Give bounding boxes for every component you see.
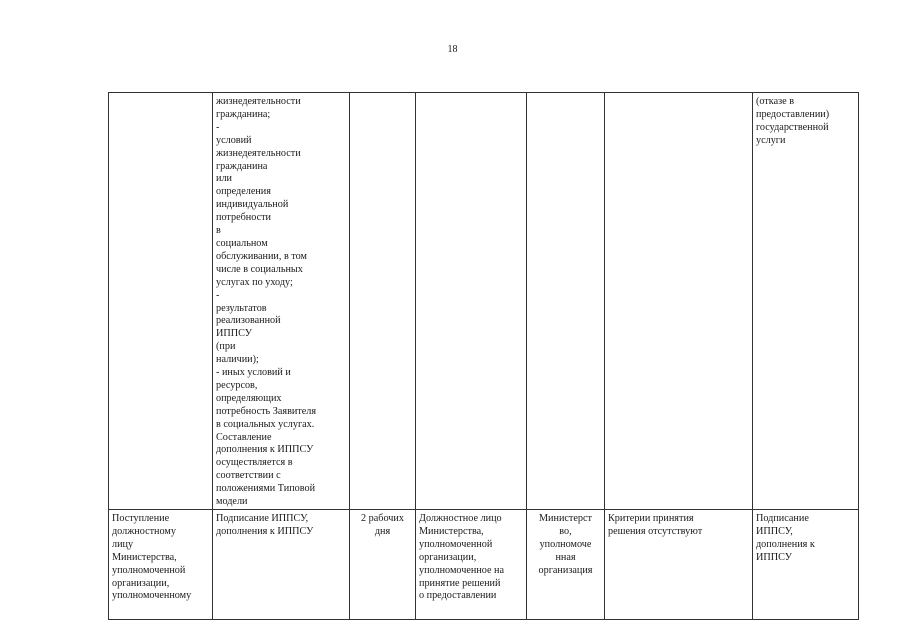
- cell-line: гражданина;: [216, 108, 271, 120]
- cell-line: должностному: [112, 525, 176, 537]
- table-row: [109, 93, 859, 510]
- table-cell: [753, 510, 859, 620]
- cell-line: [216, 328, 346, 354]
- cell-text: [353, 513, 412, 539]
- page-number: 18: [447, 44, 458, 55]
- cell-line: государственной: [756, 121, 829, 133]
- cell-line: определяющих: [216, 392, 282, 404]
- cell-line: Подписание ИППСУ,: [216, 513, 309, 524]
- cell-line: ресурсов,: [216, 379, 258, 391]
- cell-line: в социальных услугах.: [216, 418, 315, 430]
- cell-line: обслуживании, в том: [216, 250, 308, 262]
- cell-line-start: потребности: [216, 212, 272, 224]
- cell-line-end: (при: [216, 341, 236, 353]
- cell-line: [216, 161, 346, 187]
- cell-line: Министерства,: [419, 525, 484, 537]
- cell-text: [608, 513, 749, 539]
- cell-line: соответствии с: [216, 470, 281, 482]
- cell-line: Составление: [216, 431, 272, 443]
- cell-line: организации,: [112, 577, 170, 589]
- cell-line: уполномоченное на: [419, 564, 505, 576]
- cell-line: жизнедеятельности: [216, 147, 301, 159]
- cell-line: о предоставлении: [419, 590, 497, 602]
- cell-text: [530, 513, 601, 578]
- table-cell: [605, 510, 753, 620]
- cell-line: Подписание: [756, 513, 809, 524]
- cell-line: уполномоченному: [112, 590, 192, 602]
- cell-line: дополнения к: [756, 538, 815, 550]
- table-row: [109, 510, 859, 620]
- cell-line: определения: [216, 186, 271, 198]
- cell-line: дополнения к ИППСУ: [216, 444, 314, 456]
- table-cell: [109, 510, 213, 620]
- cell-line: Поступление: [112, 513, 170, 524]
- cell-line: организация: [538, 564, 593, 576]
- cell-text: [756, 513, 855, 565]
- cell-line: дополнения к ИППСУ: [216, 525, 314, 537]
- cell-line-end: результатов: [216, 302, 267, 314]
- table-cell: [416, 510, 527, 620]
- cell-line: - иных условий и: [216, 367, 291, 379]
- cell-line: потребность Заявителя: [216, 405, 317, 417]
- cell-line: дня: [374, 525, 391, 537]
- cell-text: [756, 96, 855, 148]
- cell-line: решения отсутствуют: [608, 525, 703, 537]
- cell-line: осуществляется в: [216, 457, 293, 469]
- cell-line: [216, 122, 346, 148]
- procedure-table: [108, 92, 859, 620]
- cell-text: [112, 513, 209, 603]
- cell-line: уполномоченной: [112, 564, 186, 576]
- cell-text: [216, 513, 346, 539]
- cell-line-end: в: [216, 225, 221, 237]
- cell-line: Министерства,: [112, 551, 177, 563]
- cell-line: модели: [216, 496, 248, 508]
- cell-line: социальном: [216, 237, 268, 249]
- table-cell: [527, 510, 605, 620]
- cell-text: [419, 513, 523, 603]
- table-cell: [350, 510, 416, 620]
- cell-line: (отказе в: [756, 96, 795, 107]
- cell-line: предоставлении): [756, 108, 830, 120]
- table-cell: [605, 93, 753, 510]
- cell-line: положениями Типовой: [216, 483, 316, 495]
- cell-line-start: -: [216, 289, 220, 301]
- table-cell: [350, 93, 416, 510]
- cell-line-end: условий: [216, 134, 252, 146]
- cell-line: уполномоче: [539, 538, 592, 550]
- cell-line: жизнедеятельности: [216, 96, 301, 107]
- table-cell: [213, 510, 350, 620]
- cell-line: 2 рабочих: [361, 513, 404, 524]
- cell-line: Министерст: [539, 513, 592, 524]
- table-cell: [109, 93, 213, 510]
- cell-line: уполномоченной: [419, 538, 493, 550]
- cell-line: лицу: [112, 538, 134, 550]
- cell-line: Должностное лицо: [419, 513, 502, 524]
- cell-line: [216, 290, 346, 316]
- cell-line: принятие решений: [419, 577, 501, 589]
- cell-line: [216, 212, 346, 238]
- cell-line: ИППСУ,: [756, 525, 793, 537]
- table-cell: [213, 93, 350, 510]
- table-cell: [416, 93, 527, 510]
- cell-line-start: гражданина: [216, 160, 268, 172]
- cell-line: услугах по уходу;: [216, 276, 293, 288]
- cell-text: [216, 96, 346, 509]
- cell-line: во,: [559, 525, 572, 537]
- cell-line-start: -: [216, 121, 220, 133]
- cell-line-start: ИППСУ: [216, 328, 252, 340]
- cell-line: ИППСУ: [756, 551, 792, 563]
- cell-line: Критерии принятия: [608, 513, 694, 524]
- cell-line: организации,: [419, 551, 477, 563]
- table-cell: [527, 93, 605, 510]
- table-cell: [753, 93, 859, 510]
- cell-line-end: или: [216, 173, 232, 185]
- cell-line: индивидуальной: [216, 199, 289, 211]
- cell-line: числе в социальных: [216, 263, 303, 275]
- cell-line: наличии);: [216, 354, 259, 366]
- cell-line: реализованной: [216, 315, 281, 327]
- cell-line: услуги: [756, 134, 786, 146]
- cell-line: нная: [555, 551, 576, 563]
